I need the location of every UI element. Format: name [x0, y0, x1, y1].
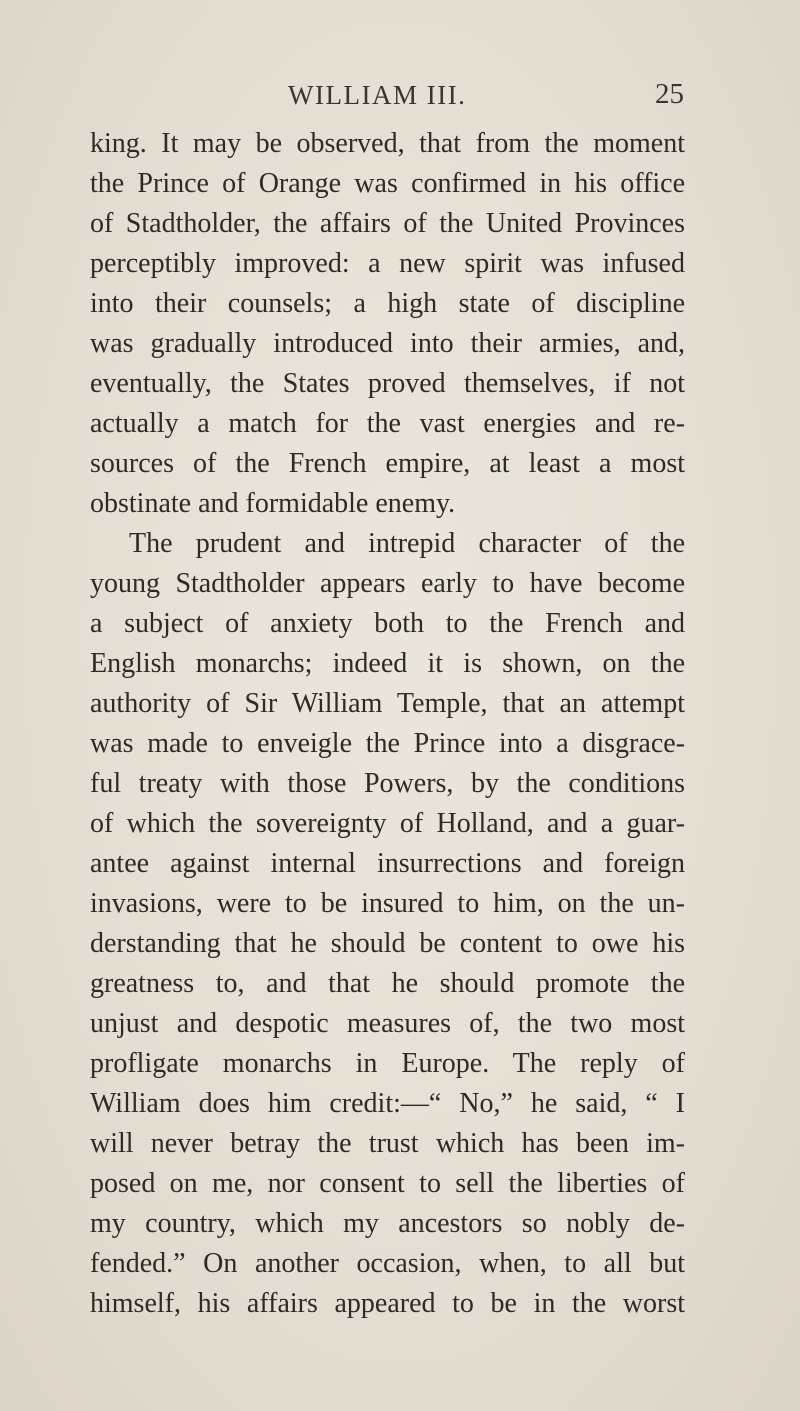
running-title: WILLIAM III.: [288, 80, 467, 110]
text-line: ful treaty with those Powers, by the conditions: [90, 768, 685, 799]
text-line: the Prince of Orange was confirmed in his office: [90, 168, 685, 199]
text-line-paragraph-start: The prudent and intrepid character of the: [129, 528, 685, 559]
text-line: eventually, the States proved themselves, if not: [90, 368, 685, 399]
text-line: king. It may be observed, that from the moment: [90, 128, 685, 159]
text-line-paragraph-end: obstinate and formidable enemy.: [90, 488, 456, 519]
text-line: William does him credit:—“ No,” he said, “ I: [90, 1088, 685, 1119]
text-line: will never betray the trust which has been im-: [90, 1128, 685, 1159]
text-line: himself, his affairs appeared to be in the worst: [90, 1288, 685, 1319]
text-line: derstanding that he should be content to owe his: [90, 928, 685, 959]
running-head: [0, 74, 800, 118]
text-line: a subject of anxiety both to the French and: [90, 608, 685, 639]
text-line: unjust and despotic measures of, the two most: [90, 1008, 685, 1039]
text-line: sources of the French empire, at least a most: [90, 448, 685, 479]
text-line: profligate monarchs in Europe. The reply of: [90, 1048, 685, 1079]
text-line: greatness to, and that he should promote the: [90, 968, 685, 999]
text-line: young Stadtholder appears early to have become: [90, 568, 685, 599]
text-line: fended.” On another occasion, when, to all but: [90, 1248, 685, 1279]
text-line: of which the sovereignty of Holland, and a guar-: [90, 808, 685, 839]
text-line: authority of Sir William Temple, that an attempt: [90, 688, 685, 719]
text-line: invasions, were to be insured to him, on the un-: [90, 888, 685, 919]
text-line: was made to enveigle the Prince into a disgrace-: [90, 728, 685, 759]
text-line: my country, which my ancestors so nobly de-: [90, 1208, 685, 1239]
text-line: actually a match for the vast energies and re-: [90, 408, 685, 439]
text-line: of Stadtholder, the affairs of the United Provinces: [90, 208, 685, 239]
text-line: into their counsels; a high state of discipline: [90, 288, 685, 319]
text-line: posed on me, nor consent to sell the liberties of: [90, 1168, 685, 1199]
text-line: English monarchs; indeed it is shown, on the: [90, 648, 685, 679]
text-line: perceptibly improved: a new spirit was infused: [90, 248, 685, 279]
text-line: antee against internal insurrections and foreign: [90, 848, 685, 879]
page-number: 25: [655, 78, 684, 110]
text-line: was gradually introduced into their armies, and,: [90, 328, 685, 359]
